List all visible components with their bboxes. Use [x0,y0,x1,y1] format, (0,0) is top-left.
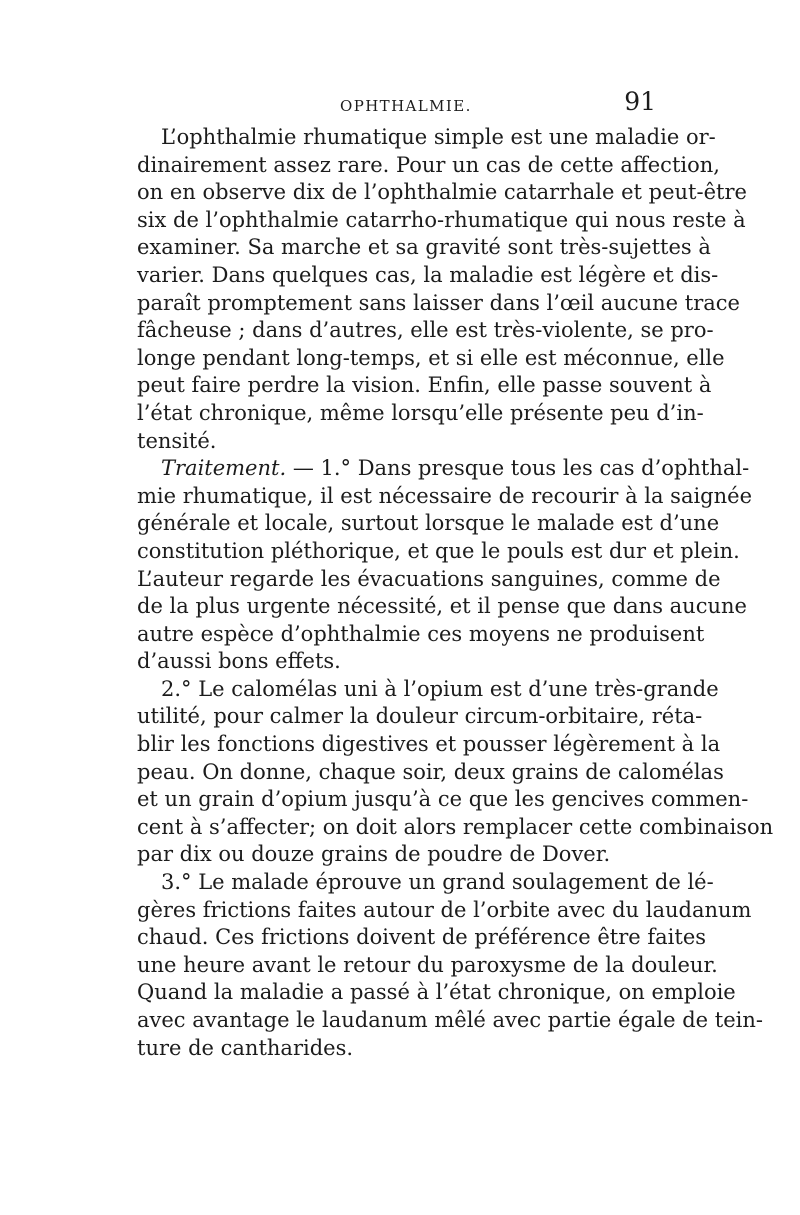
text-line: autre espèce d’ophthalmie ces moyens ne produisent [137,621,705,646]
text-line: constitution pléthorique, et que le pouls est dur et plein. [137,538,740,563]
text-line: peut faire perdre la vision. Enfin, elle passe souvent à [137,373,712,398]
text-line: chaud. Ces frictions doivent de préférence être faites [137,925,707,950]
text-line: fâcheuse ; dans d’autres, elle est très-violente, se pro- [137,318,714,343]
text-line: gères frictions faites autour de l’orbite avec du laudanum [137,897,752,922]
text-line: paraît promptement sans laisser dans l’œil aucune trace [137,290,740,315]
text-line: 2.° Le calomélas uni à l’opium est d’une très-grande [161,676,719,701]
text-line: l’état chronique, même lorsqu’elle présente peu d’in- [137,400,704,425]
text-line: varier. Dans quelques cas, la maladie est légère et dis- [137,262,719,287]
text-line: tensité. [137,428,217,453]
text-line: six de l’ophthalmie catarrho-rhumatique qui nous reste à [137,207,746,232]
running-head: OPHTHALMIE. [340,97,472,115]
page-number: 91 [624,87,656,116]
text-line: longe pendant long-temps, et si elle est méconnue, elle [137,345,725,370]
text-line: blir les fonctions digestives et pousser légèrement à la [137,732,721,757]
text-line: de la plus urgente nécessité, et il pense que dans aucune [137,594,747,619]
text-line: mie rhumatique, il est nécessaire de recourir à la saignée [137,483,753,508]
text-line: par dix ou douze grains de poudre de Dover. [137,842,611,867]
text-line: Quand la maladie a passé à l’état chronique, on emploie [137,980,736,1005]
body-text [137,124,774,1062]
text-line: et un grain d’opium jusqu’à ce que les gencives commen- [137,787,749,812]
page-header [136,87,656,123]
text-line-treatment: Traitement. — 1.° Dans presque tous les cas d’ophthal- [161,456,750,481]
text-line: dinairement assez rare. Pour un cas de cette affection, [137,152,720,177]
text-line: une heure avant le retour du paroxysme de la douleur. [137,952,718,977]
text-line: peau. On donne, chaque soir, deux grains de calomélas [137,759,724,784]
text-line: 3.° Le malade éprouve un grand soulagement de lé- [161,870,714,895]
text-line: cent à s’affecter; on doit alors remplacer cette combinaison [137,814,774,839]
text-line: L’auteur regarde les évacuations sanguines, comme de [137,566,721,591]
text-line: utilité, pour calmer la douleur circum-orbitaire, réta- [137,704,703,729]
text-line: générale et locale, surtout lorsque le malade est d’une [137,511,720,536]
text-line: L’ophthalmie rhumatique simple est une maladie or- [161,125,716,149]
text-line: avec avantage le laudanum mêlé avec partie égale de tein- [137,1008,763,1032]
text-line: ture de cantharides. [137,1035,354,1060]
text-line: examiner. Sa marche et sa gravité sont très-sujettes à [137,235,711,260]
section-heading-italic: Traitement. [161,456,287,481]
text-line: d’aussi bons effets. [137,649,341,674]
text-line: on en observe dix de l’ophthalmie catarrhale et peut-être [137,180,747,205]
